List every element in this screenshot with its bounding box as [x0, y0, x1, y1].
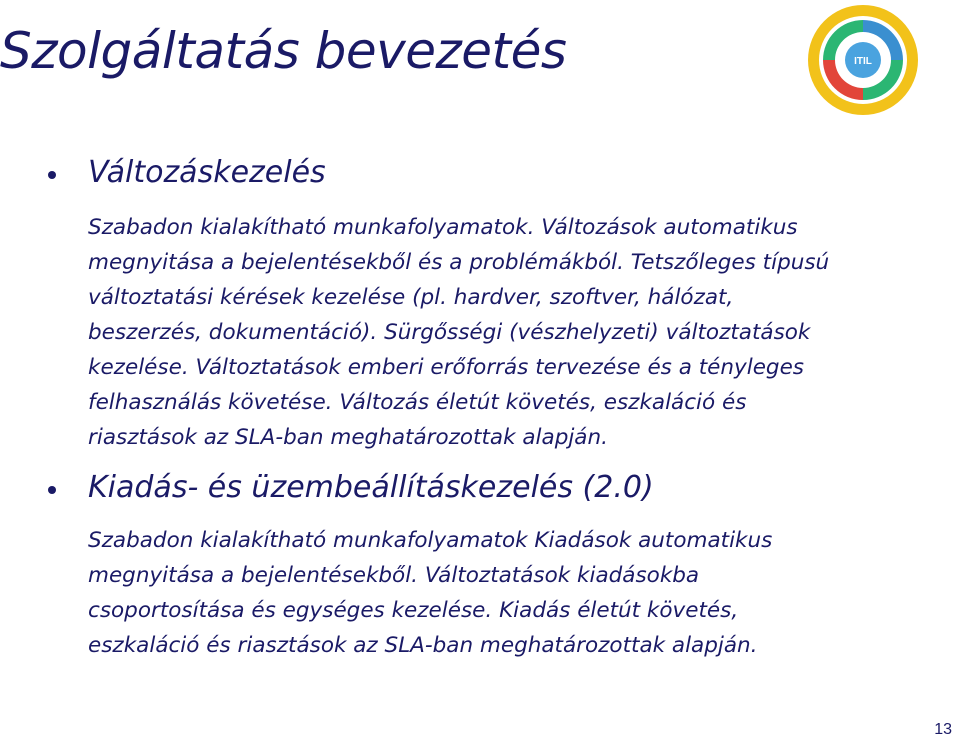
bullet-2-dot	[48, 486, 56, 494]
itil-logo	[807, 4, 919, 116]
bullet-1-line: beszerzés, dokumentáció). Sürgősségi (vészhelyzeti) változtatások	[88, 320, 811, 345]
bullet-1-dot	[48, 171, 56, 179]
slide-title: Szolgáltatás bevezetés	[0, 22, 567, 80]
bullet-1-line: riasztások az SLA-ban meghatározottak alapján.	[88, 425, 608, 450]
page-number: 13	[934, 721, 952, 738]
bullet-2-line: csoportosítása és egységes kezelése. Kiadás életút követés,	[88, 598, 739, 623]
bullet-2-heading: Kiadás- és üzembeállításkezelés (2.0)	[88, 470, 654, 505]
bullet-1-line: kezelése. Változtatások emberi erőforrás tervezése és a tényleges	[88, 355, 804, 380]
bullet-1-paragraph	[88, 210, 868, 455]
bullet-1-line: Szabadon kialakítható munkafolyamatok. Változások automatikus	[88, 215, 798, 240]
bullet-2-line: eszkaláció és riasztások az SLA-ban meghatározottak alapján.	[88, 633, 758, 658]
logo-center-label: ITIL	[854, 56, 872, 67]
bullet-2-line: megnyitása a bejelentésekből. Változtatások kiadásokba	[88, 563, 700, 588]
bullet-2-line: Szabadon kialakítható munkafolyamatok Kiadások automatikus	[88, 528, 773, 553]
bullet-1-line: megnyitása a bejelentésekből és a problémákból. Tetszőleges típusú	[88, 250, 830, 275]
bullet-1-heading: Változáskezelés	[88, 155, 326, 190]
bullet-1-line: felhasználás követése. Változás életút követés, eszkaláció és	[88, 390, 747, 415]
bullet-2-paragraph	[88, 523, 868, 663]
bullet-1-line: változtatási kérések kezelése (pl. hardver, szoftver, hálózat,	[88, 285, 734, 310]
